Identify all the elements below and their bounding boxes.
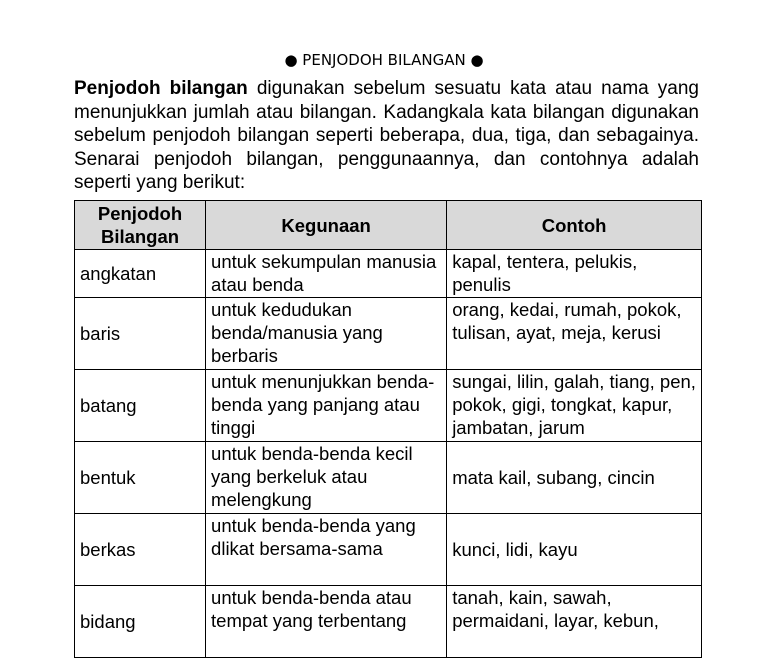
cell-kegunaan: untuk kedudukan benda/manusia yang berbaris [206,298,447,370]
page-heading: ● PENJODOH BILANGAN ● [284,51,484,69]
cell-contoh: orang, kedai, rumah, pokok, tulisan, ayat, meja, kerusi [447,298,702,370]
cell-kegunaan: untuk menunjukkan benda-benda yang panjang atau tinggi [206,370,447,442]
cell-kegunaan: untuk benda-benda kecil yang berkeluk atau melengkung [206,442,447,514]
header-kegunaan: Kegunaan [206,201,447,250]
header-contoh: Contoh [447,201,702,250]
table-row [75,298,702,370]
cell-kegunaan: untuk sekumpulan manusia atau benda [206,250,447,298]
cell-penjodoh: baris [75,298,206,370]
table-row [75,586,702,658]
cell-penjodoh: batang [75,370,206,442]
table-row [75,442,702,514]
table-row [75,250,702,298]
penjodoh-table [74,200,702,658]
cell-penjodoh: angkatan [75,250,206,298]
cell-penjodoh: berkas [75,514,206,586]
table-row [75,514,702,586]
cell-contoh: tanah, kain, sawah, permaidani, layar, kebun, [447,586,702,658]
header-penjodoh: Penjodoh Bilangan [75,201,206,250]
intro-bold-term: Penjodoh bilangan [74,78,248,99]
intro-paragraph [74,77,699,195]
table-header-row [75,201,702,250]
cell-contoh: kapal, tentera, pelukis, penulis [447,250,702,298]
cell-contoh: sungai, lilin, galah, tiang, pen, pokok, gigi, tongkat, kapur, jambatan, jarum [447,370,702,442]
cell-contoh: kunci, lidi, kayu [447,514,702,586]
intro-text: digunakan sebelum sesuatu kata atau nama yang menunjukkan jumlah atau bilangan. Kadangkala kata bilangan digunakan sebelum penjodoh bilangan seperti beberapa, dua, tiga, dan sebagainya. Senarai penjodoh bilangan, penggunaannya, dan contohnya adalah seperti yang berikut: [74,78,699,193]
table-row [75,370,702,442]
cell-contoh: mata kail, subang, cincin [447,442,702,514]
cell-penjodoh: bidang [75,586,206,658]
cell-kegunaan: untuk benda-benda atau tempat yang terbentang [206,586,447,658]
cell-penjodoh: bentuk [75,442,206,514]
cell-kegunaan: untuk benda-benda yang dlikat bersama-sama [206,514,447,586]
